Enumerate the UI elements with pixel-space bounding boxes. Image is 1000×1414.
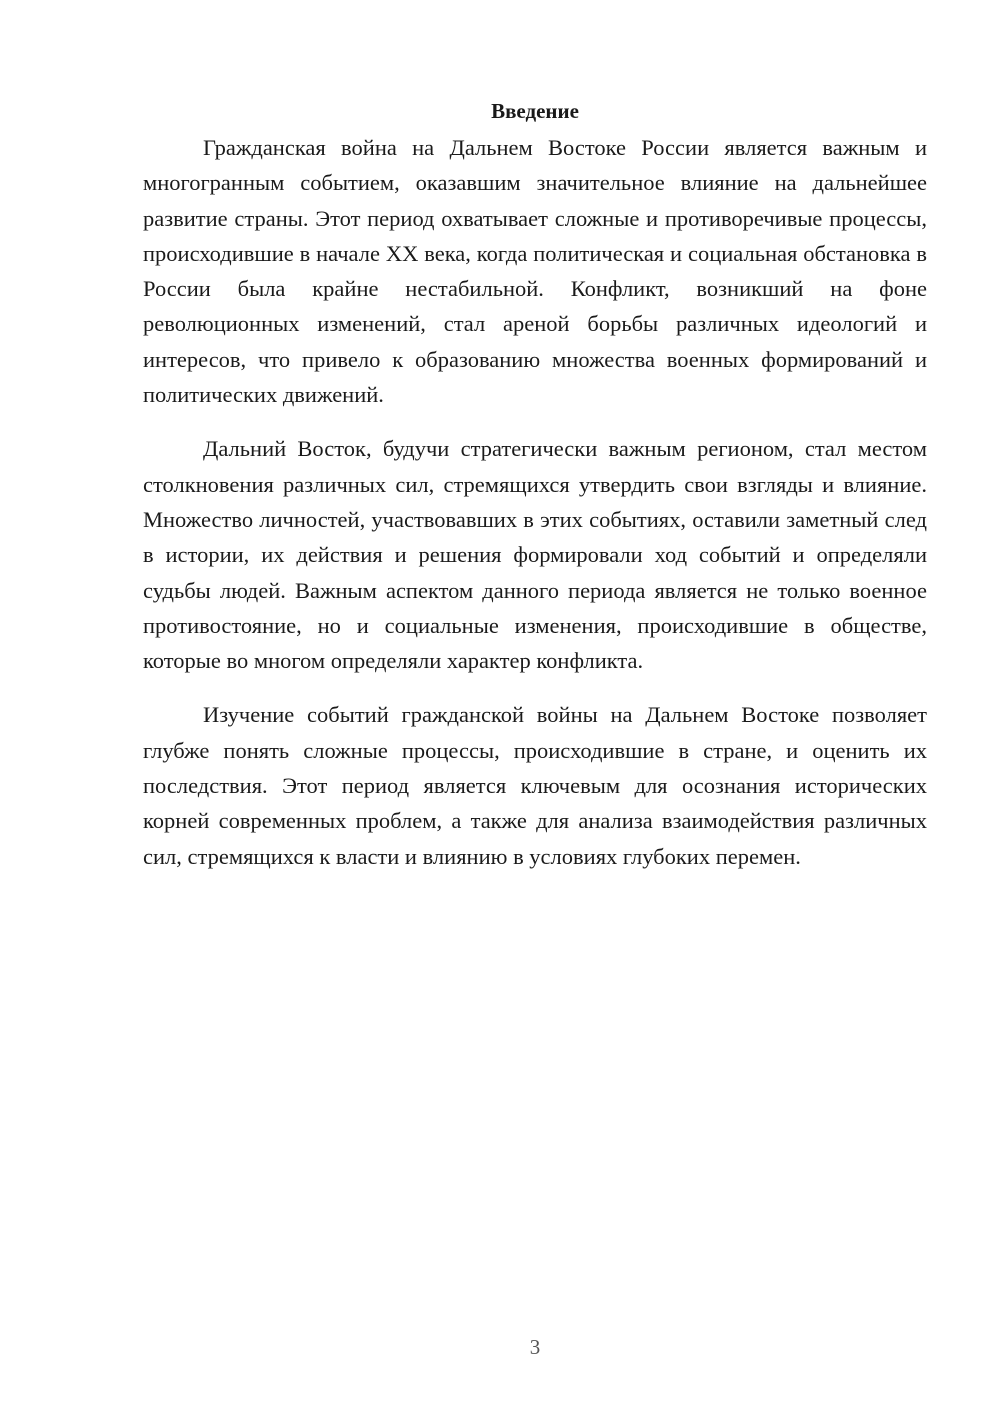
paragraph-1: Гражданская война на Дальнем Востоке России является важным и многогранным событием, оказавшим значительное влияние на дальнейшее развитие страны. Этот период охватывает сложные и противоречивые процессы, происходившие в начале XX века, когда политическая и социальная обстановка в России была крайне нестабильной. Конфликт, возникший на фоне революционных изменений, стал ареной борьбы различных идеологий и интересов, что привело к образованию множества военных формирований и политических движений.	[143, 135, 927, 408]
paragraph-3: Изучение событий гражданской войны на Дальнем Востоке позволяет глубже понять сложные процессы, происходившие в стране, и оценить их последствия. Этот период является ключевым для осознания исторических корней современных проблем, а также для анализа взаимодействия различных сил, стремящихся к власти и влиянию в условиях глубоких перемен.	[143, 702, 927, 869]
section-heading: Введение	[491, 99, 579, 123]
page-content	[143, 94, 927, 893]
paragraph-2: Дальний Восток, будучи стратегически важным регионом, стал местом столкновения различных сил, стремящихся утвердить свои взгляды и влияние. Множество личностей, участвовавших в этих событиях, оставили заметный след в истории, их действия и решения формировали ход событий и определяли судьбы людей. Важным аспектом данного периода является не только военное противостояние, но и социальные изменения, происходившие в обществе, которые во многом определяли характер конфликта.	[143, 436, 927, 674]
page-number: 3	[529, 1335, 541, 1359]
